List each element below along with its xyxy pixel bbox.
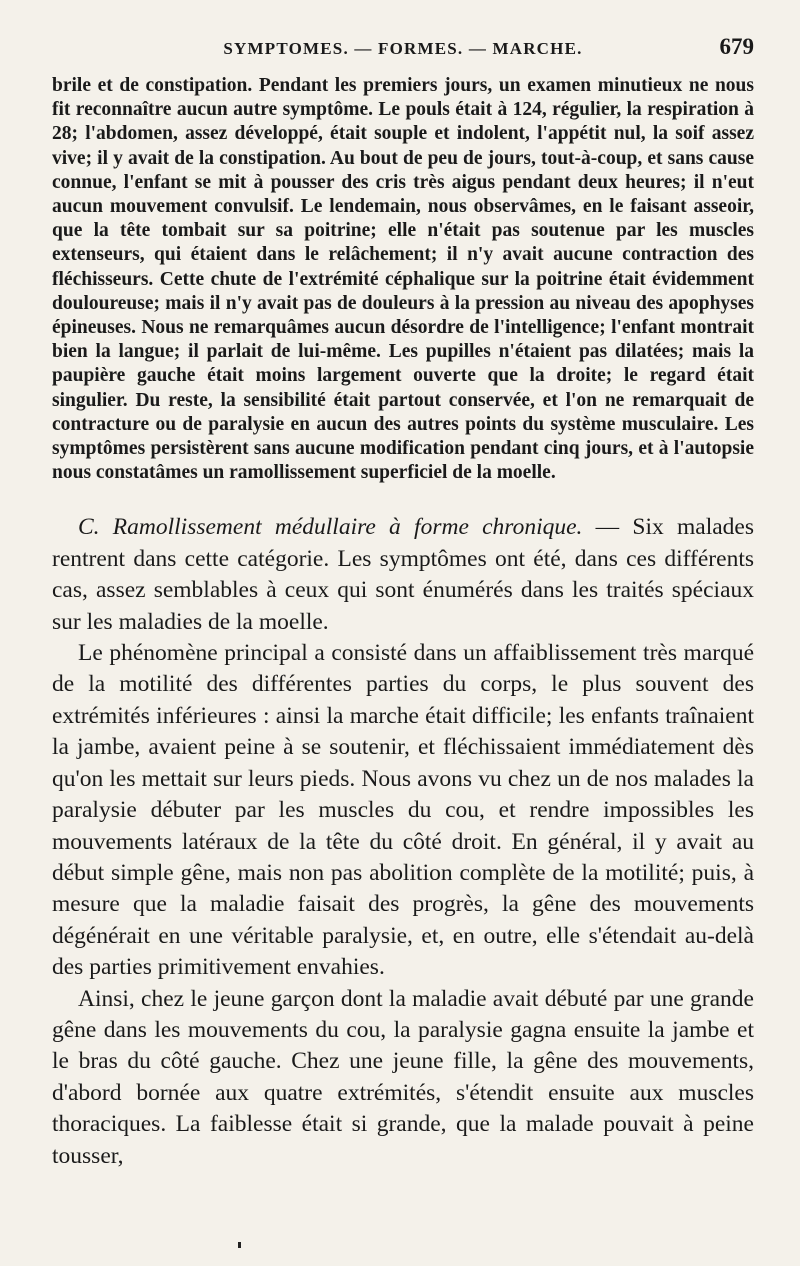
printer-mark	[238, 1242, 241, 1248]
case-report-paragraph: brile et de constipation. Pendant les premiers jours, un examen minutieux ne nous fit reconnaître aucun autre symptôme. Le pouls était à 124, régulier, la respiration à 28; l'abdomen, assez développé, était souple et indolent, l'appétit nul, la soif assez vive; il y avait de la constipation. Au bout de peu de jours, tout-à-coup, et sans cause connue, l'enfant se mit à pousser des cris très aigus pendant deux heures; il n'eut aucun mouvement convulsif. Le lendemain, nous observâmes, en le faisant asseoir, que la tête tombait sur sa poitrine; elle n'était pas soutenue par les muscles extenseurs, qui étaient dans le relâchement; il n'y avait aucune contraction des fléchisseurs. Cette chute de l'extrémité céphalique sur la poitrine était évidemment douloureuse; mais il n'y avait pas de douleurs à la pression au niveau des apophyses épineuses. Nous ne remarquâmes aucun désordre de l'intelligence; l'enfant montrait bien la langue; il parlait de lui-même. Les pupilles n'étaient pas dilatées; mais la paupière gauche était moins largement ouverte que la droite; le regard était singulier. Du reste, la sensibilité était partout conservée, et l'on ne remarquait de contracture ou de paralysie en aucun des autres points du système musculaire. Les symptômes persistèrent sans aucune modification pendant cinq jours, et à l'autopsie nous constatâmes un ramollissement superficiel de la moelle.	[52, 75, 754, 484]
body-paragraph-2: Le phénomène principal a consisté dans un affaiblissement très marqué de la motilité des différentes parties du corps, le plus souvent des extrémités inférieures : ainsi la marche était difficile; les enfants traînaient la jambe, avaient peine à se soutenir, et fléchissaient immédiatement dès qu'on les mettait sur leurs pieds. Nous avons vu chez un de nos malades la paralysie débuter par les muscles du cou, et rendre impossibles les mouvements latéraux de la tête du côté droit. En général, il y avait au début simple gêne, mais non pas abolition complète de la motilité; puis, à mesure que la maladie faisait des progrès, la gêne des mouvements dégénérait en une véritable paralysie, et, en outre, elle s'étendait au-delà des parties primitivement envahies.	[52, 640, 754, 981]
section-c-paragraph	[52, 512, 754, 638]
body-paragraph-3: Ainsi, chez le jeune garçon dont la maladie avait débuté par une grande gêne dans les mouvements du cou, la paralysie gagna ensuite la jambe et le bras du côté gauche. Chez une jeune fille, la gêne des mouvements, d'abord bornée aux quatre extrémités, s'étendit ensuite aux muscles thoraciques. La faiblesse était si grande, que la malade pouvait à peine tousser,	[52, 985, 754, 1169]
section-c-heading: C. Ramollissement médullaire à forme chronique.	[78, 514, 583, 541]
running-head: SYMPTOMES. — FORMES. — MARCHE.	[223, 39, 583, 58]
page-number: 679	[719, 34, 754, 59]
page-header	[52, 34, 754, 70]
section-c-text: — Six malades rentrent dans cette catégorie. Les symptômes ont été, dans ces différents cas, assez semblables à ceux qui sont énumérés dans les traités spéciaux sur les maladies de la moelle.	[52, 514, 755, 635]
